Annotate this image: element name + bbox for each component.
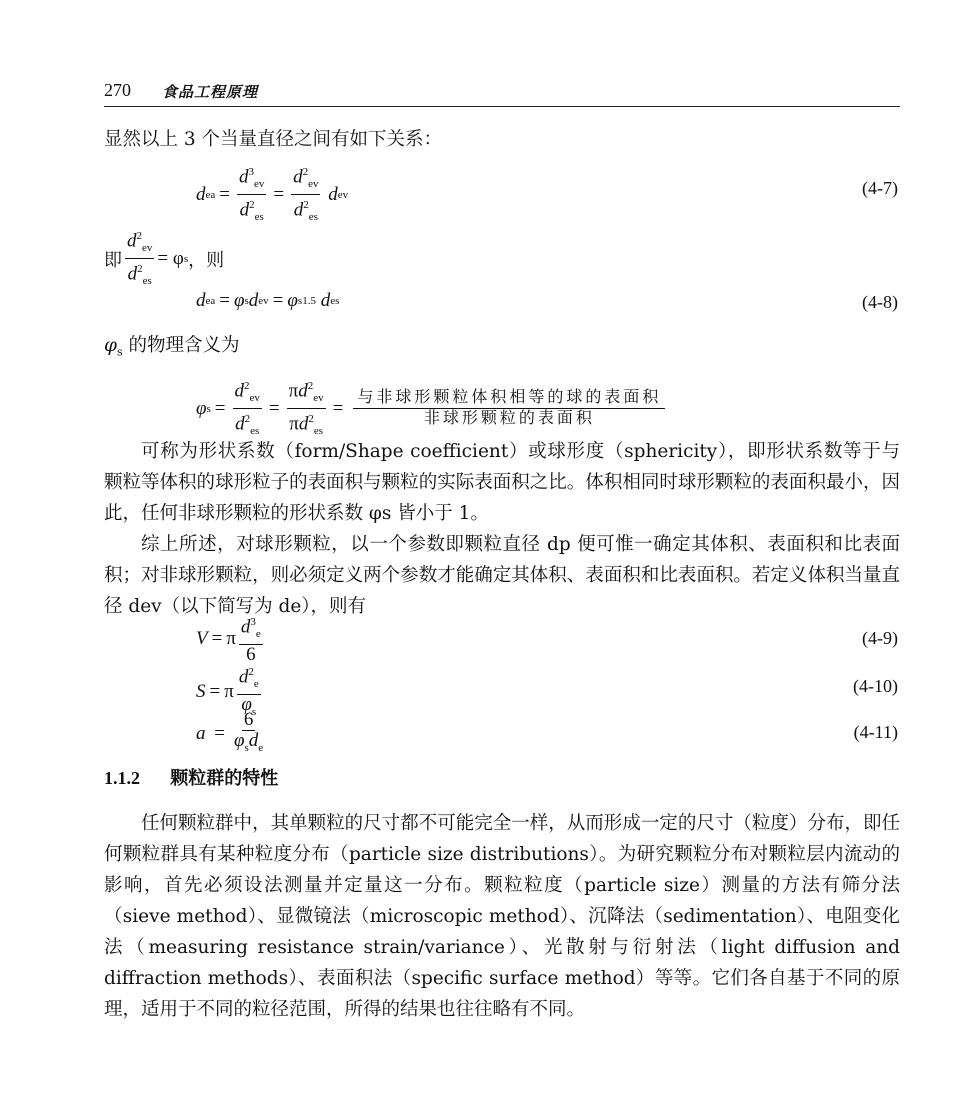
equation-label-4-10: (4-10) [853,676,898,696]
word-denominator: 非球形颗粒的表面积 [423,410,595,428]
phys-meaning-text: 的物理含义为 [128,335,240,356]
phys-meaning-line: $\varphi_s$ 的物理含义为 [104,335,240,359]
ji-prefix: 即 [104,249,122,271]
equation-label-4-8: (4-8) [862,292,898,312]
equation-label-4-9: (4-9) [862,628,898,648]
word-numerator: 与非球形颗粒体积相等的球的表面积 [353,388,665,409]
equation-4-11: a = $\frac{6}{\varphi_sd_e}$ [196,709,264,754]
section-number: 1.1.2 [104,768,140,788]
equation-4-10: S = π $\frac{d^2_e}{\varphi_s}$ [196,662,264,722]
equation-4-8: d ea = φ s d ev = φ s 1.5 d es [196,290,340,311]
equation-4-9: V = π $\frac{d^3_e}{6}$ [196,612,266,665]
equation-label-4-11: (4-11) [853,722,898,742]
eq49-denominator: 6 [246,644,256,666]
paragraph-shape-coefficient: 可称为形状系数（form/Shape coefficient）或球形度（sphericity），即形状系数等于与颗粒等体积的球形粒子的表面积与颗粒的实际表面积之比。体积相同时球形颗粒的表面积最小，因此，任何非球形颗粒的形状系数 φs 皆小于 1。 [104,441,900,524]
page-header [104,78,900,107]
ji-suffix: = φ [157,247,184,269]
section-title: 颗粒群的特性 [170,768,279,789]
equation-ratio-line: 即 $\frac{d^2_{ev}}{d^2_{es}}$ = φ s ，则 [104,226,224,291]
section-heading [104,764,278,790]
equation-label-4-7: (4-7) [862,178,898,198]
phi-symbol: φ [104,335,117,356]
paragraph-particle-group: 任何颗粒群中，其单颗粒的尺寸都不可能完全一样，从而形成一定的尺寸（粒度）分布，即任何颗粒群具有某种粒度分布（particle size distributions）。为研究颗粒分布对颗粒层内流动的影响，首先必须设法测量并定量这一分布。颗粒粒度（particle size）测量的方法有筛分法（sieve method）、显微镜法（microscopic method）、沉降法（sedimentation）、电阻变化法（measuring resistance strain/variance）、光散射与衍射法（light diffusion and diffraction methods）、表面积法（specific surface method）等等。它们各自基于不同的原理，适用于不同的粒径范围，所得的结果也往往略有不同。 [104,813,900,1020]
ji-tail: ，则 [188,249,225,271]
eq411-numerator: 6 [243,709,254,730]
book-title: 食品工程原理 [162,83,259,101]
intro-line: 显然以上 3 个当量直径之间有如下关系： [104,129,443,150]
paragraph-summary: 综上所述，对球形颗粒，以一个参数即颗粒直径 dp 便可惟一确定其体积、表面积和比表面积；对非球形颗粒，则必须定义两个参数才能确定其体积、表面积和比表面积。若定义体积当量直径 dev（以下简写为 de），则有 [104,534,900,617]
page-number: 270 [104,80,131,100]
equation-4-7: d ea = $\frac{d^3_{ev}}{d^2_{es}}$ = $\frac{d^2_{ev}}{d^2_{es}}$ d ev [196,162,348,227]
power-exponent: 1.5 [302,295,316,307]
equation-shape-coefficient: φ s = $\frac{d^2_{ev}}{d^2_{es}}$ = $\frac{\pi d^2_{ev}}{\pi d^2_{es}}$ = $\frac{\text{与非球形颗粒体积相等的球的表面积}}{\text{非球形颗粒的表面积}}$ [196,376,665,441]
